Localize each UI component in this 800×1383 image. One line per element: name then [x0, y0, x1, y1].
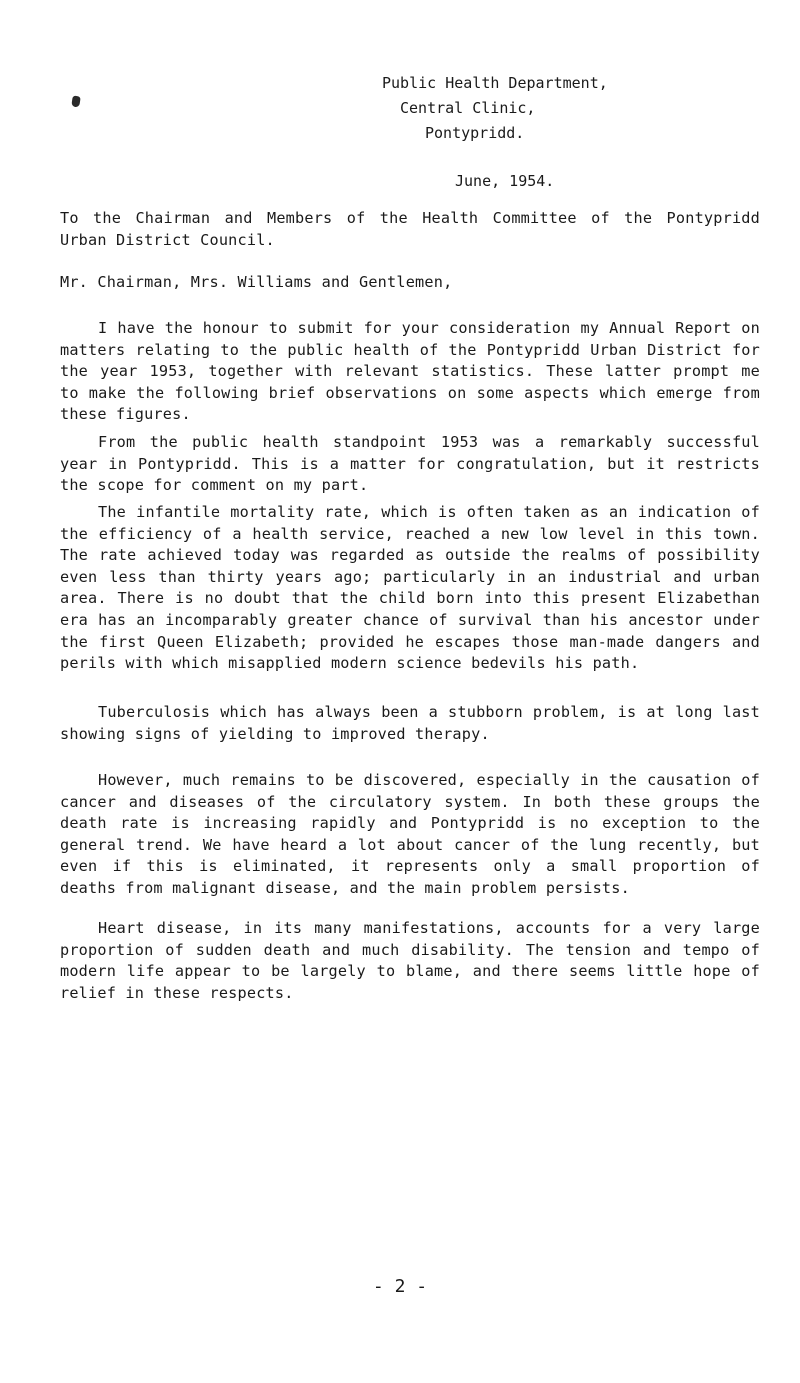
address-line-3: Pontypridd.	[425, 124, 525, 142]
salutation: Mr. Chairman, Mrs. Williams and Gentlemen,	[60, 273, 453, 291]
paragraph-intro: I have the honour to submit for your consideration my Annual Report on matters relating to the public health of the Pontypridd Urban District for the year 1953, together with relevant statistics. These latter prompt me to make the following brief observations on some aspects which emerge from these figures.	[60, 319, 760, 424]
address-line-2: Central Clinic,	[400, 99, 536, 117]
letter-date: June, 1954.	[455, 172, 555, 190]
address-line-1: Public Health Department,	[382, 74, 608, 92]
paragraph-successful-year: From the public health standpoint 1953 was a remarkably successful year in Pontypridd. This is a matter for congratulation, but it restricts the scope for comment on my part.	[60, 433, 760, 495]
ink-mark	[71, 95, 80, 107]
page-number: - 2 -	[372, 1276, 428, 1297]
paragraph-cancer: However, much remains to be discovered, especially in the causation of cancer and diseases of the circulatory system. In both these groups the death rate is increasing rapidly and Pontypridd is no exception to the general trend. We have heard a lot about cancer of the lung recently, but even if this is eliminated, it represents only a small proportion of deaths from malignant disease, and the main problem persists.	[60, 771, 760, 897]
paragraph-infantile-mortality: The infantile mortality rate, which is often taken as an indication of the efficiency of a health service, reached a new low level in this town. The rate achieved today was regarded as outside the realms of possibility even less than thirty years ago; particularly in an industrial and urban area. There is no doubt that the child born into this present Elizabethan era has an incomparably greater chance of survival than his ancestor under the first Queen Elizabeth; provided he escapes those man-made dangers and perils with which misapplied modern science bedevils his path.	[60, 503, 760, 673]
paragraph-heart-disease: Heart disease, in its many manifestations, accounts for a very large proportion of sudden death and much disability. The tension and tempo of modern life appear to be largely to blame, and there seems little hope of relief in these respects.	[60, 919, 760, 1002]
paragraph-tuberculosis: Tuberculosis which has always been a stubborn problem, is at long last showing signs of yielding to improved therapy.	[60, 703, 760, 743]
addressee: To the Chairman and Members of the Health Committee of the Pontypridd Urban District Council.	[60, 209, 760, 249]
